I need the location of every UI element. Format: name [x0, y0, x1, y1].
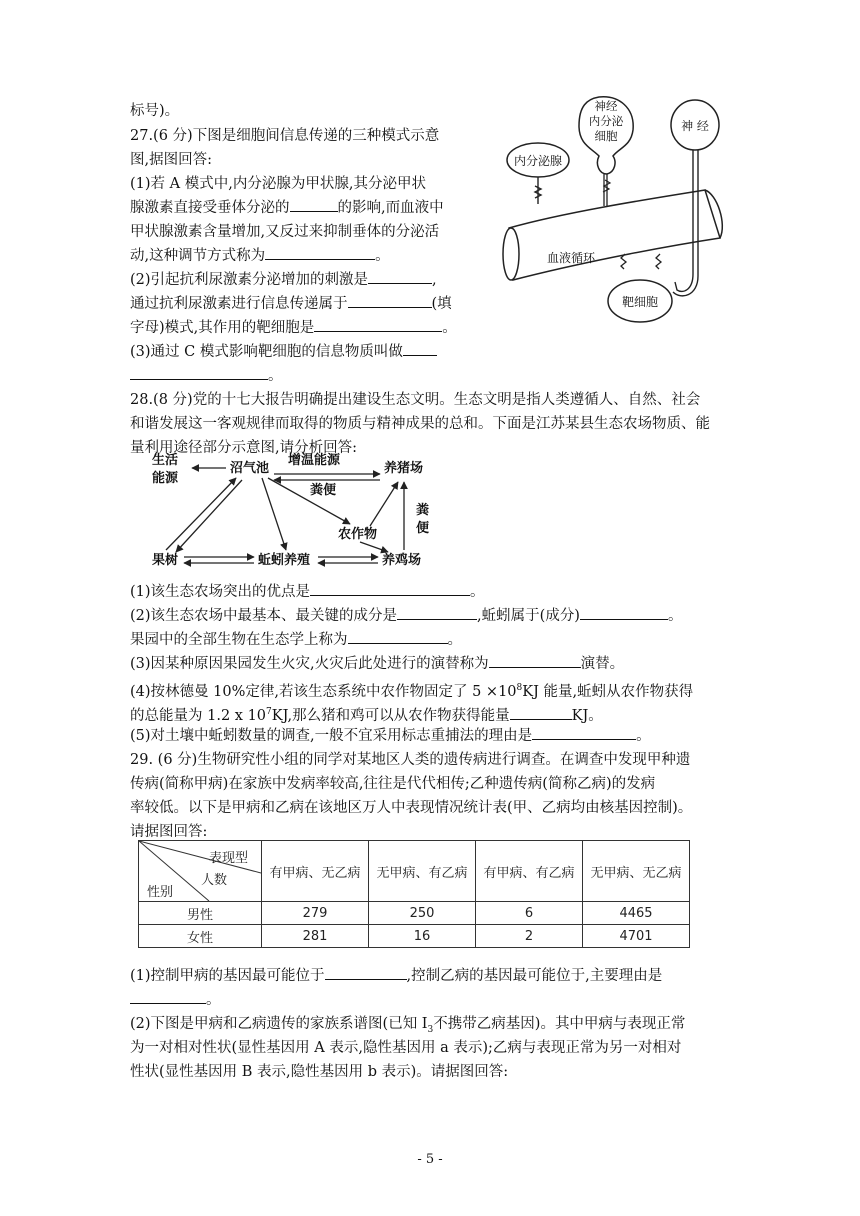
- text-span: (2)下图是甲病和乙病遗传的家族系谱图(已知 I: [130, 1016, 428, 1032]
- answer-blank: [348, 629, 448, 644]
- text-line: [130, 581, 485, 603]
- vessel-opening: [503, 228, 519, 280]
- table-row: [139, 925, 690, 948]
- node-pig-farm: 养猪场: [384, 461, 424, 476]
- text-line: 标号)。: [130, 103, 180, 119]
- text-span: (3)因某种原因果园发生火灾,火灾后此处进行的演替称为: [130, 656, 489, 672]
- answer-blank: [368, 269, 432, 284]
- question-28-heading: 28.(8 分)党的十七大报告明确提出建设生态文明。生态文明是指人类遵循人、自然、社会: [130, 392, 701, 408]
- label-manure-v2: 便: [416, 521, 430, 536]
- text-span: 。: [447, 632, 462, 648]
- text-line: 为一对相对性状(显性基因用 A 表示,隐性基因用 a 表示);乙病与表现正常为另一对相对: [130, 1040, 682, 1056]
- text-span: (5)对土壤中蚯蚓数量的调查,一般不宜采用标志重捕法的理由是: [130, 728, 533, 744]
- column-header: 无甲病、有乙病: [369, 841, 476, 902]
- text-span: 。: [206, 992, 221, 1008]
- text-span: 演替。: [580, 656, 625, 672]
- text-line: [130, 365, 283, 387]
- text-span: (填: [431, 296, 452, 312]
- text-span: 。: [667, 608, 683, 624]
- text-span: (4)按林德曼 10%定律,若该生态系统中农作物固定了 5 ×10: [130, 683, 517, 700]
- node-life-energy-1: 生活: [152, 453, 179, 468]
- table-cell: 4465: [583, 902, 690, 925]
- text-span: KJ 能量,蚯蚓从农作物获得: [522, 683, 694, 700]
- text-span: 。: [268, 368, 283, 384]
- node-earthworm: 蚯蚓养殖: [258, 553, 311, 568]
- table-cell: 4701: [583, 925, 690, 948]
- text-line: [130, 725, 651, 747]
- node-chicken: 养鸡场: [382, 553, 422, 568]
- text-span: 。: [375, 248, 390, 264]
- text-span: 的总能量为 1.2 x 10: [130, 707, 267, 724]
- target-cell-label: 靶细胞: [621, 295, 659, 309]
- text-line: 和谐发展这一客观规律而取得的物质与精神成果的总和。下面是江苏某县生态农场物质、能: [130, 416, 710, 432]
- table-row: [139, 902, 690, 925]
- answer-blank: [532, 725, 636, 740]
- answer-blank: [580, 605, 668, 620]
- answer-blank: [290, 197, 338, 212]
- answer-blank: [397, 605, 477, 620]
- nerve-label: 神 经: [681, 119, 709, 133]
- row-label: 女性: [139, 925, 262, 948]
- answer-blank: [130, 365, 268, 380]
- column-header: 有甲病、无乙病: [262, 841, 369, 902]
- answer-blank: [489, 653, 581, 668]
- answer-blank: [310, 581, 470, 596]
- header-phenotype: 表现型: [209, 851, 249, 866]
- text-span: ,控制乙病的基因最可能位于,主要理由是: [406, 968, 663, 984]
- text-span: 动,这种调节方式称为: [130, 248, 266, 264]
- blood-vessel: [509, 190, 720, 280]
- answer-blank: [265, 245, 375, 260]
- text-span: 通过抗利尿激素进行信息传递属于: [130, 296, 348, 312]
- text-span: 字母)模式,其作用的靶细胞是: [130, 320, 315, 336]
- header-count: 人数: [201, 873, 228, 888]
- blood-circulation-label: 血液循环: [547, 251, 596, 265]
- text-span: (2)引起抗利尿激素分泌增加的刺激是: [130, 272, 369, 288]
- table-cell: 6: [476, 902, 583, 925]
- page-number: - 5 -: [417, 1152, 443, 1167]
- text-line: [130, 269, 437, 291]
- table-cell: 16: [369, 925, 476, 948]
- text-span: 不携带乙病基因)。其中甲病与表现正常: [433, 1016, 686, 1032]
- node-life-energy-2: 能源: [152, 471, 179, 486]
- neuro-endocrine-label-2: 内分泌: [588, 114, 624, 128]
- text-line: 传病(简称甲病)在家族中发病率较高,往往是代代相传;乙种遗传病(简称乙病)的发病: [130, 776, 656, 792]
- text-span: 腺激素直接受垂体分泌的: [130, 200, 290, 216]
- text-line: 图,据图回答:: [130, 152, 212, 168]
- text-span: (1)该生态农场突出的优点是: [130, 584, 311, 600]
- answer-blank: [325, 965, 407, 980]
- text-line: [130, 317, 457, 339]
- text-span: 。: [636, 728, 651, 744]
- answer-blank: [130, 989, 206, 1004]
- diagonal-header-cell: [139, 841, 262, 902]
- cell-signaling-diagram: [495, 94, 735, 344]
- superscript: 7: [266, 707, 272, 717]
- column-header: 有甲病、有乙病: [476, 841, 583, 902]
- text-span: 。: [442, 320, 457, 336]
- text-span: (3)通过 C 模式影响靶细胞的信息物质叫做: [130, 344, 403, 360]
- text-span: KJ,那么猪和鸡可以从农作物获得能量: [271, 707, 510, 724]
- text-line: 量利用途径部分示意图,请分析回答:: [130, 440, 357, 456]
- text-line: [130, 677, 693, 703]
- label-manure-h: 粪便: [310, 483, 337, 498]
- text-line: 性状(显性基因用 B 表示,隐性基因用 b 表示)。请据图回答:: [130, 1064, 509, 1080]
- text-span: (1)控制甲病的基因最可能位于: [130, 968, 325, 984]
- node-biogas: 沼气池: [230, 461, 270, 476]
- label-warming-energy: 增温能源: [288, 453, 341, 468]
- text-span: 。: [470, 584, 485, 600]
- text-span: 果园中的全部生物在生态学上称为: [130, 632, 348, 648]
- text-line: 请据图回答:: [130, 824, 208, 840]
- text-span: ,: [432, 272, 437, 288]
- text-line: [130, 989, 221, 1011]
- eco-farm-diagram: [138, 448, 448, 573]
- text-line: [130, 341, 437, 363]
- text-line: [130, 197, 444, 219]
- table-cell: 279: [262, 902, 369, 925]
- table-cell: 250: [369, 902, 476, 925]
- text-line: [130, 293, 452, 315]
- text-line: [130, 605, 682, 627]
- table-cell: 281: [262, 925, 369, 948]
- text-span: (2)该生态农场中最基本、最关键的成分是: [130, 608, 398, 624]
- subscript: 3: [427, 1024, 434, 1035]
- text-line: [130, 245, 390, 267]
- text-line: [130, 701, 603, 727]
- table-header-row: [139, 841, 690, 902]
- node-crops: 农作物: [338, 527, 378, 542]
- superscript: 8: [516, 683, 523, 693]
- text-line: [130, 653, 624, 675]
- question-27-heading: 27.(6 分)下图是细胞间信息传递的三种模式示意: [130, 128, 440, 144]
- label-manure-v1: 粪: [416, 503, 430, 518]
- text-line: (1)若 A 模式中,内分泌腺为甲状腺,其分泌甲状: [130, 176, 426, 192]
- endocrine-gland-label: 内分泌腺: [513, 154, 563, 168]
- column-header: 无甲病、无乙病: [583, 841, 690, 902]
- text-span: KJ。: [571, 707, 603, 724]
- question-29-heading: 29. (6 分)生物研究性小组的同学对某地区人类的遗传病进行调查。在调查中发现甲种遗: [130, 752, 691, 768]
- text-line: 甲状腺激素含量增加,又反过来抑制垂体的分泌活: [130, 224, 440, 240]
- node-orchard: 果树: [152, 553, 179, 568]
- text-span: ,蚯蚓属于(成分): [477, 608, 580, 624]
- text-span: 的影响,而血液中: [337, 200, 444, 216]
- row-label: 男性: [139, 902, 262, 925]
- answer-blank: [510, 705, 572, 720]
- answer-blank: [348, 293, 432, 308]
- neuro-endocrine-label-1: 神经: [594, 99, 618, 113]
- neuro-endocrine-label-3: 细胞: [594, 129, 618, 143]
- answer-blank: [403, 341, 437, 356]
- disease-stats-table: [138, 840, 690, 948]
- header-sex: 性别: [147, 885, 174, 900]
- text-line: [130, 965, 662, 987]
- text-line: [130, 629, 462, 651]
- text-line: 率较低。以下是甲病和乙病在该地区万人中表现情况统计表(甲、乙病均由核基因控制)。: [130, 800, 693, 816]
- table-cell: 2: [476, 925, 583, 948]
- answer-blank: [314, 317, 442, 332]
